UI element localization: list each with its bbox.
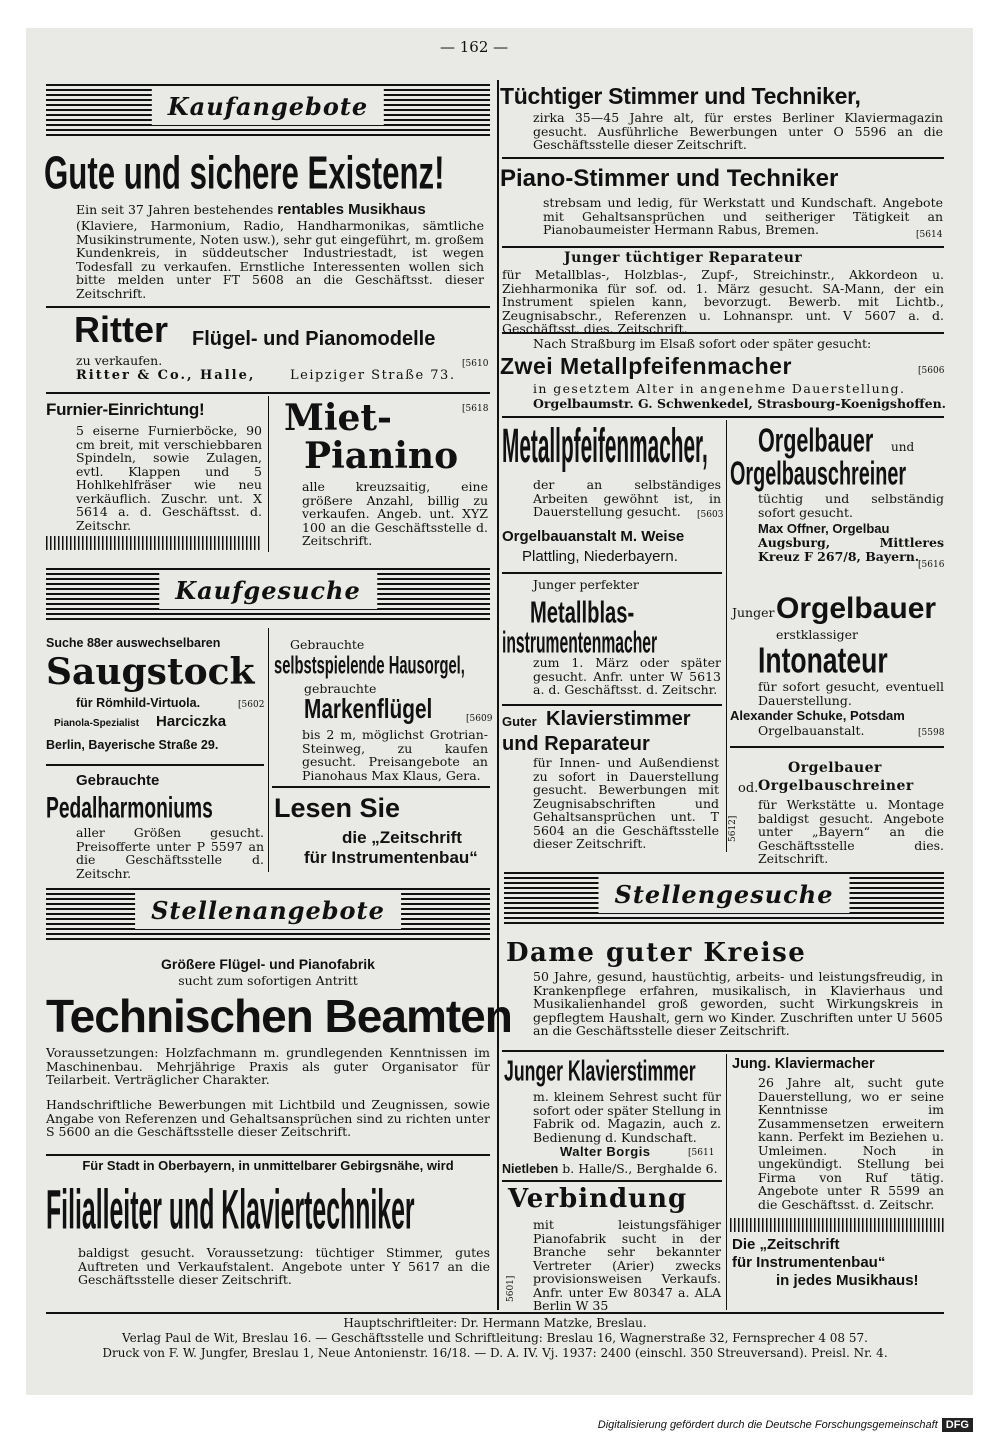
ad-zwei-code: [5606 [918,366,945,376]
section-title: Kaufangebote [152,88,384,125]
ad-hausorgel-headline1: selbstspielende Hausorgel, [274,650,465,679]
ad-filial-line1: Für Stadt in Oberbayern, in unmittelbarer Gebirgsnähe, wird [82,1158,454,1173]
ad-orgelbauer2-headline2: Orgelbauschreiner [758,778,914,794]
ad-orgelbauer1-firm: Max Offner, Orgelbau [758,521,890,536]
ad-miet-body: alle kreuzsaitig, eine größere Anzahl, billig zu verkaufen. Angeb. unt. XYZ 100 an die Geschäftsstelle d. Zeitschrift. [302,479,488,548]
divider [502,416,944,418]
ad-orgelbauer1-headline2: Orgelbauschreiner [730,455,907,493]
ad-metallpf-headline: Metallpfeifenmacher, [502,420,708,473]
ad-beamten-body2: Handschriftliche Bewerbungen mit Lichtbild und Zeugnissen, sowie Angabe von Referenzen und Gehaltsansprüchen sind zu richten unter S 5600 an die Geschäftsstelle dieser Zeitschrift. [46,1097,490,1139]
ad-orgelbauer1-headline1: Orgelbauer [758,422,874,460]
ad-ritter-address: Leipziger Straße 73. [290,368,456,383]
ad-beamten-headline: Technischen Beamten [46,990,512,1042]
ad-saugstock-code: [5602 [238,700,265,710]
divider [726,420,727,852]
ad-metallblas-headline1: Metallblas- [530,594,635,629]
ad-lesen-headline: Lesen Sie [274,793,401,823]
ad-lesen-line1: die „Zeitschrift [342,828,462,847]
divider [46,1154,490,1156]
ad-jkstimmer-address: Nietleben b. Halle/S., Berghalde 6. [502,1161,718,1176]
ad-ritter-sub: zu verkaufen. [76,353,163,368]
ad-ritter-firm: Ritter & Co., Halle, [76,368,256,383]
ad-hausorgel-headline2: Markenflügel [304,692,433,725]
ad-existenz-headline: Gute und sichere Existenz! [44,148,445,199]
divider [502,1180,722,1182]
ad-dame-body: 50 Jahre, gesund, haustüchtig, arbeits- und leistungsfreudig, in Krankenpflege erfahren, musikalisch, in Klavierhaus und Musikalienhandel groß geworden, sucht Wirkungskreis in gepflegtem Haushalt, gern wo Kinder. Zuschriften unter U 5605 an die Geschäftsstelle dieser Zeitschrift. [533,969,943,1038]
divider [502,246,944,248]
section-title: Stellengesuche [599,876,850,913]
section-banner-kaufangebote [46,84,490,136]
ad-tuechtiger-headline: Tüchtiger Stimmer und Techniker, [500,83,861,109]
ad-intonateur-place: Orgelbauanstalt. [758,723,865,738]
ad-zwei-line1: Nach Straßburg im Elsaß sofort oder später gesucht: [533,336,872,351]
ad-verbindung-body: mit leistungsfähiger Pianofabrik sucht in der Branche sehr bekannter Vertreter (Arier) zwecks provisionsweisen Verkaufs. Anfr. unter Ew 80347 a. ALA Berlin W 35 [533,1217,721,1313]
section-title: Stellenangebote [135,892,401,929]
ad-dame-headline: Dame guter Kreise [506,938,807,968]
ad-orgelbauer1-place: Augsburg, Mittleres Kreuz F 267/8, Bayern. [758,535,944,564]
ad-hausorgel-line2: gebrauchte [304,681,377,696]
ad-orgelbauer1-code: [5616 [918,560,945,570]
ad-verbindung-code: 5601] [506,1275,516,1302]
ad-lesen-line2: für Instrumentenbau“ [304,848,478,867]
ad-metallpf-code: [5603 [697,510,724,520]
ad-orgelbauer1-und: und [891,440,915,454]
ad-saugstock-address: Berlin, Bayerische Straße 29. [46,738,219,752]
ad-intonateur-code: [5598 [918,728,945,738]
ad-musikhaus-line2: für Instrumentenbau“ [732,1254,886,1271]
decorative-bars [730,1218,944,1232]
ad-guter-headline1: Klavierstimmer [546,708,691,730]
ad-junger-rep-headline: Junger tüchtiger Reparateur [564,250,803,266]
ad-intonateur-headline2: Intonateur [758,640,888,681]
page-number: — 162 — [440,38,509,56]
ad-miet-code: [5618 [462,404,489,414]
ad-intonateur-line1: erstklassiger [776,627,859,642]
ad-pedal-headline: Pedalharmoniums [46,790,213,825]
divider [46,764,264,766]
ad-metallpf-firm: Orgelbauanstalt M. Weise [502,528,685,545]
section-banner-stellenangebote [46,888,490,940]
ad-metallblas-body: zum 1. März oder später gesucht. Anfr. unter W 5613 a. d. Geschäftsst. d. Zeitschr. [533,655,721,697]
ad-metallblas-headline2: instrumentenmacher [502,624,658,659]
ad-guter-label: Guter [502,714,537,729]
dfg-logo: DFG [942,1418,973,1432]
ad-jkstimmer-body: m. kleinem Sehrest sucht für sofort oder später Stellung in Fabrik od. Magazin, auch z. Bedienung d. Kundschaft. [533,1089,721,1145]
imprint-line2: Verlag Paul de Wit, Breslau 16. — Geschäftsstelle und Schriftleitung: Breslau 16, Wagnerstraße 32, Fernsprecher 4 08 57. [122,1331,868,1345]
imprint-line3: Druck von F. W. Jungfer, Breslau 1, Neue Antonienstr. 16/18. — D. A. IV. Vj. 1937: 2400 (einschl. 350 Streuversand). Preisl. Nr. 4. [102,1346,888,1360]
ad-musikhaus-line1: Die „Zeitschrift [732,1236,840,1253]
ad-existenz-line1: Ein seit 37 Jahren bestehendes rentables Musikhaus [76,201,426,218]
ad-ritter-code: [5610 [462,359,489,369]
imprint-divider [46,1312,944,1314]
ad-pedal-line1: Gebrauchte [76,772,160,789]
ad-hausorgel-body: bis 2 m, möglichst Grotrian-Steinweg, zu kaufen gesucht. Preisangebote an Pianohaus Max Klaus, Gera. [302,727,488,783]
divider [730,746,944,748]
ad-guter-body: für Innen- und Außendienst zu sofort in Dauerstellung gesucht. Bewerbungen mit Zeugnisabschriften und Gehaltsansprüchen unt. T 5604 an die Geschäftsstelle dieser Zeitschrift. [533,755,719,851]
ad-zwei-body: in gesetztem Alter in angenehme Dauerstellung. [533,381,906,396]
ad-guter-code: 5612] [728,815,738,842]
divider [502,1050,944,1052]
divider [272,786,490,788]
ad-beamten-body: Voraussetzungen: Holzfachmann m. grundlegenden Kenntnissen im Maschinenbau. Mehrjährige Praxis als guter Organisator für Teilarbeit. Verträglicher Charakter. [46,1045,490,1087]
column-divider [497,80,499,1310]
ad-saugstock-name: Harciczka [156,713,227,730]
ad-beamten-line1: Größere Flügel- und Pianofabrik [161,956,375,972]
section-banner-stellengesuche [504,872,944,924]
ad-jkstimmer-name: Walter Borgis [560,1144,651,1159]
digitization-footer [26,1418,973,1432]
divider [502,157,944,159]
ad-ritter-title: Flügel- und Pianomodelle [192,328,436,350]
ad-intonateur-firm: Alexander Schuke, Potsdam [730,708,905,723]
footer-text: Digitalisierung gefördert durch die Deutsche Forschungsgemeinschaft [597,1419,938,1431]
divider [268,628,269,872]
divider [46,392,490,394]
decorative-bars [46,536,262,550]
ad-piano-stimmer-body: strebsam und ledig, für Werkstatt und Kundschaft. Angebote mit Gehaltsansprüchen und seitheriger Tätigkeit an Pianobaumeister Hermann Rabus, Bremen. [543,195,943,237]
ad-intonateur-body: für sofort gesucht, eventuell Dauerstellung. [758,679,944,708]
ad-zwei-address: Orgelbaumstr. G. Schwenkedel, Strasbourg-Koenigshoffen. [533,396,947,411]
ad-pedal-body: aller Größen gesucht. Preisofferte unter P 5597 an die Geschäftsstelle d. Zeitschr. [76,825,264,881]
ad-piano-stimmer-headline: Piano-Stimmer und Techniker [500,165,839,192]
imprint-line1: Hauptschriftleiter: Dr. Hermann Matzke, Breslau. [343,1316,647,1330]
ad-klaviermacher-headline: Jung. Klaviermacher [732,1056,875,1072]
ad-intonateur-headline1: Orgelbauer [776,592,937,625]
divider [46,306,490,308]
ad-guter-headline2: und Reparateur [502,733,650,755]
ad-verbindung-headline: Verbindung [508,1184,688,1214]
ad-orgelbauer2-headline1: Orgelbauer [788,760,882,776]
ad-intonateur-junger: Junger [732,605,775,620]
ad-orgelbauer2-od: od. [738,781,759,796]
ad-filial-body: baldigst gesucht. Voraussetzung: tüchtiger Stimmer, gutes Auftreten und Verkaufstalent. Angebote unter Y 5617 an die Geschäftsstelle dieser Zeitschrift. [78,1245,490,1287]
ad-miet-headline1: Miet- [284,397,392,439]
ad-orgelbauer1-body: tüchtig und selbständig sofort gesucht. [758,491,944,520]
section-title: Kaufgesuche [159,572,377,609]
section-banner-kaufgesuche [46,568,490,620]
ad-beamten-line2: sucht zum sofortigen Antritt [178,973,358,988]
ad-klaviermacher-body: 26 Jahre alt, sucht gute Dauerstellung, wo er seine Kenntnisse im Zusammensetzen erweitern kann. Perfekt im Beziehen u. Umleimen. Noch in ungekündigt. Stellung bei Firma von Ruf tätig. Angebote unter R 5599 an die Geschäftsst. d. Zeitschr. [758,1075,944,1212]
ad-ritter-name: Ritter [74,309,169,350]
ad-orgelbauer2-body: für Werkstätte u. Montage baldigst gesucht. Angebote unter „Bayern“ an die Geschäftsstelle dies. Zeitschrift. [758,797,944,866]
ad-miet-headline2: Pianino [304,435,459,477]
ad-saugstock-line1: Suche 88er auswechselbaren [46,636,221,650]
ad-jkstimmer-code: [5611 [688,1148,715,1158]
divider [502,332,944,334]
ad-furnier-headline: Furnier-Einrichtung! [46,400,205,419]
ad-saugstock-headline: Saugstock [46,651,255,693]
ad-musikhaus-line3: in jedes Musikhaus! [776,1272,919,1289]
divider [726,1054,727,1310]
ad-existenz-body: (Klaviere, Harmonium, Radio, Handharmonikas, sämtliche Musikinstrumente, Noten usw.), sehr gut eingeführt, m. großem Kundenkreis, in süddeutscher Industriestadt, ist wegen Todesfall zu verkaufen. Ernstliche Interessenten wollen sich bitte melden unter FT 5608 an die Geschäftsst. dieser Zeitschrift. [76,218,484,301]
divider [502,572,722,574]
ad-hausorgel-line1: Gebrauchte [290,637,365,652]
ad-metallpf-place: Plattling, Niederbayern. [522,548,678,565]
ad-furnier-body: 5 eiserne Furnierböcke, 90 cm breit, mit verschiebbaren Spindeln, sowie Zulagen, evtl. Klappen und 5 Hohlkehlfräser wie neu verkäuflich. Zuschr. unt. X 5614 a. d. Geschäftsst. d. Zeitschr. [76,423,262,533]
ad-saugstock-line2: für Römhild-Virtuola. [76,696,201,710]
ad-filial-headline: Filialleiter und Klaviertechniker [46,1178,415,1241]
ad-jkstimmer-headline: Junger Klavierstimmer [504,1054,696,1087]
ad-metallpf-body: der an selbständiges Arbeiten gewöhnt ist, in Dauerstellung gesucht. [533,477,721,519]
ad-tuechtiger-body: zirka 35—45 Jahre alt, für erstes Berliner Klaviermagazin gesucht. Ausführliche Bewerbungen unter O 5596 an die Geschäftsstelle dieser Zeitschrift. [533,110,943,152]
ad-zwei-headline: Zwei Metallpfeifenmacher [500,353,792,379]
ad-saugstock-spec: Pianola-Spezialist [54,718,140,729]
divider [268,396,269,552]
ad-metallblas-line1: Junger perfekter [533,577,639,592]
ad-piano-stimmer-code: [5614 [916,230,943,240]
ad-junger-rep-body: für Metallblas-, Holzblas-, Zupf-, Streichinstr., Akkordeon u. Ziehharmonika für sof. od. 1. März gesucht. SA-Mann, der ein Instrument spielen kann, bevorzugt. Bewerb. mit Lichtb., Zeugnisabschr., Referenzen u. Lohnanspr. unt. V 5607 a. d. Geschäftsst. dies. Zeitschrift. [502,267,944,336]
ad-hausorgel-code: [5609 [466,714,493,724]
